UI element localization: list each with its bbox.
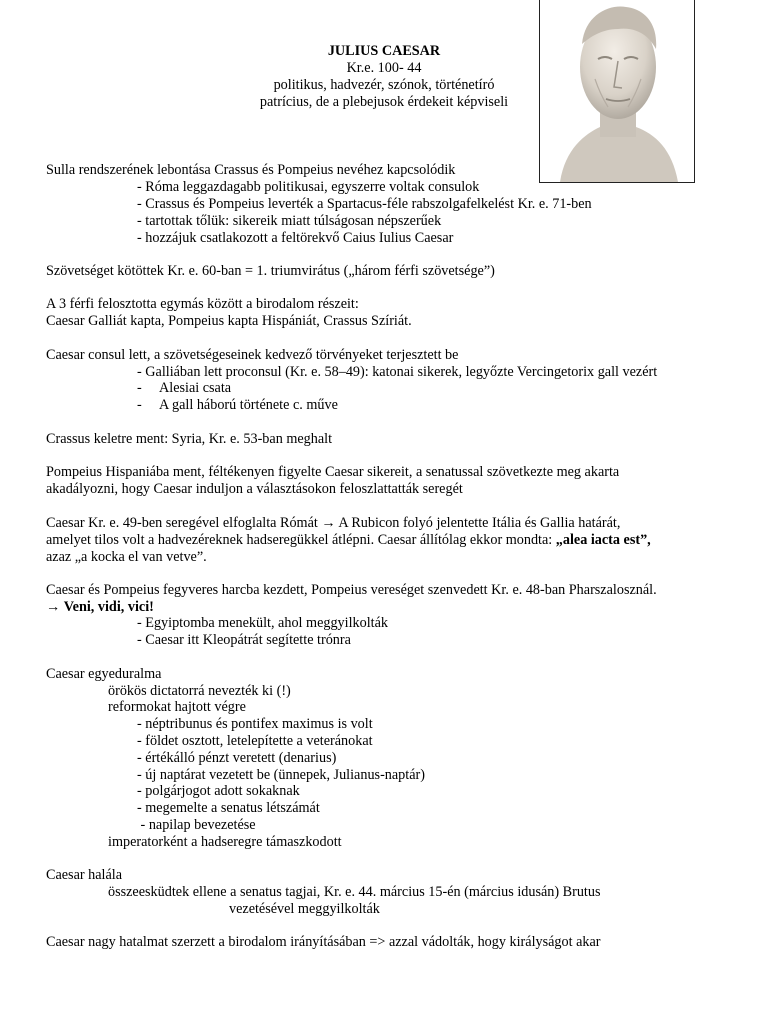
roles-line: politikus, hadvezér, szónok, történetíró (273, 77, 495, 93)
bullet-dash: - (137, 380, 142, 396)
bullet-line: Alesiai csata (159, 380, 232, 396)
bullet-line: - Galliában lett proconsul (Kr. e. 58–49): katonai sikerek, legyőzte Vercingetorix gall vezért (137, 364, 658, 380)
bullet-line: - földet osztott, letelepítette a veteránokat (137, 733, 373, 749)
paragraph-line: A 3 férfi felosztotta egymás között a birodalom részeit: (46, 296, 359, 312)
page-title: JULIUS CAESAR (327, 43, 441, 59)
document-header (200, 43, 568, 111)
bullet-line: - Róma leggazdagabb politikusai, egyszerre voltak consulok (137, 179, 480, 195)
paragraph-line: Caesar Galliát kapta, Pompeius kapta Hispániát, Crassus Szíriát. (46, 313, 412, 329)
paragraph-line: Caesar consul lett, a szövetségeseinek kedvező törvényeket terjesztett be (46, 347, 459, 363)
bullet-line: - polgárjogot adott sokaknak (137, 783, 300, 799)
paragraph-line: akadályozni, hogy Caesar induljon a választásokon feloszlattatták seregét (46, 481, 463, 497)
bullet-line: - új naptárat vezetett be (ünnepek, Julianus-naptár) (137, 767, 425, 783)
paragraph-line: Sulla rendszerének lebontása Crassus és Pompeius nevéhez kapcsolódik (46, 162, 456, 178)
paragraph-line: azaz „a kocka el van vetve”. (46, 549, 207, 565)
paragraph-line: reformokat hajtott végre (108, 699, 246, 715)
status-line: patrícius, de a plebejusok érdekeit képviseli (259, 94, 509, 110)
bullet-line: - Crassus és Pompeius leverték a Spartacus-féle rabszolgafelkelést Kr. e. 71-ben (137, 196, 592, 212)
bullet-line: - értékálló pénzt veretett (denarius) (137, 750, 337, 766)
bullet-line: - Caesar itt Kleopátrát segítette trónra (137, 632, 351, 648)
bullet-line: - Egyiptomba menekült, ahol meggyilkolták (137, 615, 388, 631)
bullet-line: - megemelte a senatus létszámát (137, 800, 320, 816)
bullet-line: A gall háború története c. műve (159, 397, 338, 413)
paragraph-line (46, 532, 651, 549)
line-text: amelyet tilos volt a hadvezéreknek hadseregükkel átlépni. Caesar állítólag ekkor mondta: (46, 532, 556, 548)
paragraph-line: Szövetséget kötöttek Kr. e. 60-ban = 1. triumvirátus („három férfi szövetsége”) (46, 263, 495, 279)
paragraph-line (46, 599, 154, 616)
paragraph-line: vezetésével meggyilkolták (229, 901, 380, 917)
paragraph-line: Pompeius Hispaniába ment, féltékenyen figyelte Caesar sikereit, a senatussal szövetkezte meg akarta (46, 464, 620, 480)
bullet-line: - napilap bevezetése (137, 817, 256, 833)
bullet-dash: - (137, 397, 142, 413)
paragraph-line: Caesar Kr. e. 49-ben seregével elfoglalta Rómát → A Rubicon folyó jelentette Itália és Gallia határát, (46, 515, 621, 531)
bullet-line: - néptribunus és pontifex maximus is volt (137, 716, 373, 732)
quote-bold: „alea iacta est”, (555, 532, 651, 548)
paragraph-line: Caesar nagy hatalmat szerzett a birodalom irányításában => azzal vádolták, hogy királyságot akar (46, 934, 601, 950)
paragraph-line: összeesküdtek ellene a senatus tagjai, Kr. e. 44. március 15-én (március idusán) Brutus (108, 884, 601, 900)
arrow-text: → (46, 599, 64, 615)
section-heading: Caesar halála (46, 867, 123, 883)
quote-bold: Veni, vidi, vici! (63, 599, 154, 615)
paragraph-line: örökös dictatorrá nevezték ki (!) (108, 683, 291, 699)
life-dates: Kr.e. 100- 44 (346, 60, 422, 76)
bullet-line: - tartottak tőlük: sikereik miatt túlságosan népszerűek (137, 213, 442, 229)
section-heading: Caesar egyeduralma (46, 666, 162, 682)
bullet-line: - hozzájuk csatlakozott a feltörekvő Caius Iulius Caesar (137, 230, 454, 246)
paragraph-line: Caesar és Pompeius fegyveres harcba kezdett, Pompeius vereséget szenvedett Kr. e. 48-ban Pharszalosznál. (46, 582, 657, 598)
paragraph-line: Crassus keletre ment: Syria, Kr. e. 53-ban meghalt (46, 431, 333, 447)
paragraph-line: imperatorként a hadseregre támaszkodott (108, 834, 342, 850)
